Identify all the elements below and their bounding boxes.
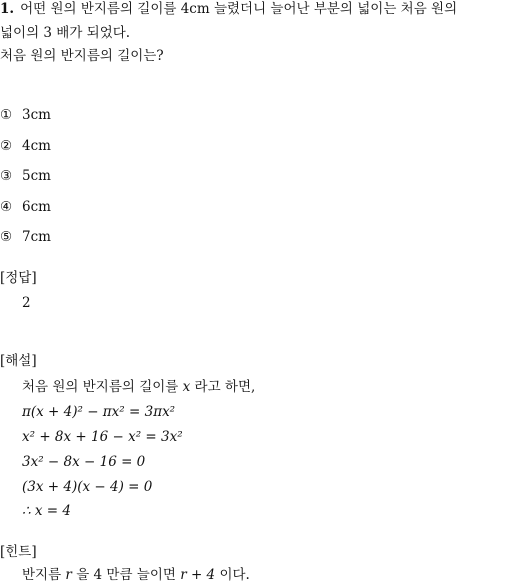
answer-value: 2 [22, 295, 31, 311]
explanation-step-2: x² + 8x + 16 − x² = 3x² [22, 429, 183, 445]
choice-4-marker: ④ [0, 199, 13, 215]
explanation-intro [22, 378, 255, 396]
explanation-intro-var: x [182, 379, 191, 395]
hint-var: r [65, 567, 72, 583]
problem-text-1: 어떤 원의 반지름의 길이를 4cm 늘렸더니 늘어난 부분의 넓이는 처음 원의 [20, 1, 458, 17]
hint-mid: 을 4 만큼 늘이면 [76, 567, 176, 583]
explanation-intro-pre: 처음 원의 반지름의 길이를 [22, 379, 179, 395]
choice-1-text: 3cm [22, 107, 51, 123]
explanation-step-1: π(x + 4)² − πx² = 3πx² [22, 404, 176, 420]
hint-label: [힌트] [0, 544, 37, 560]
choice-1[interactable] [0, 106, 51, 124]
problem-line-1 [0, 0, 457, 18]
choice-2-marker: ② [0, 138, 13, 154]
answer-label: [정답] [0, 270, 37, 286]
choice-3[interactable] [0, 167, 51, 185]
choice-3-marker: ③ [0, 168, 13, 184]
choice-5-marker: ⑤ [0, 229, 13, 245]
explanation-step-4: (3x + 4)(x − 4) = 0 [22, 479, 153, 495]
explanation-intro-post: 라고 하면, [194, 379, 256, 395]
problem-text-2: 넓이의 3 배가 되었다. [0, 25, 131, 41]
hint-pre: 반지름 [22, 567, 62, 583]
choice-3-text: 5cm [22, 168, 51, 184]
problem-question: 처음 원의 반지름의 길이는? [0, 48, 164, 64]
hint-post: 이다. [219, 567, 250, 583]
choice-4[interactable] [0, 198, 51, 216]
explanation-label: [해설] [0, 353, 37, 369]
problem-number: 1. [0, 1, 15, 17]
choice-5[interactable] [0, 228, 51, 246]
choice-5-text: 7cm [22, 229, 51, 245]
choice-2-text: 4cm [22, 138, 51, 154]
hint-text [22, 566, 250, 584]
hint-expr: r + 4 [180, 567, 216, 583]
choice-1-marker: ① [0, 107, 13, 123]
choice-2[interactable] [0, 137, 51, 155]
explanation-step-5: ∴ x = 4 [22, 503, 71, 519]
choice-4-text: 6cm [22, 199, 51, 215]
explanation-step-3: 3x² − 8x − 16 = 0 [22, 454, 146, 470]
